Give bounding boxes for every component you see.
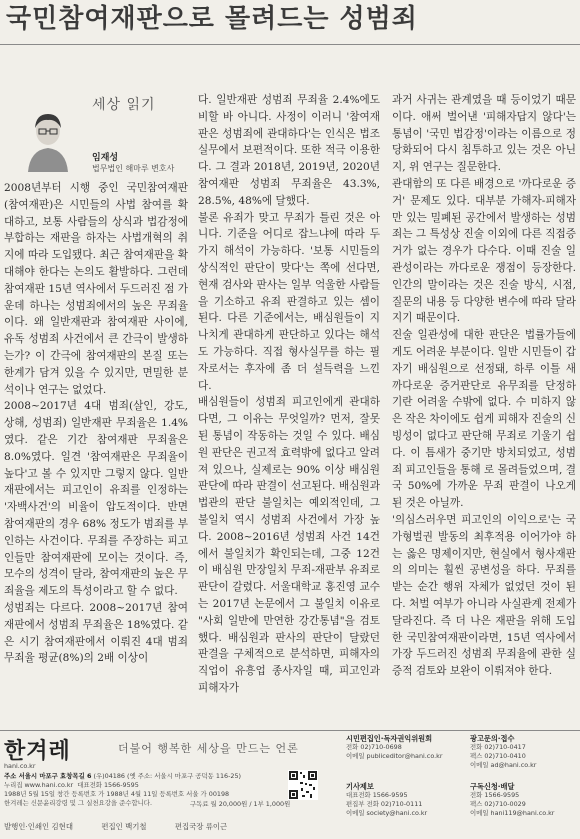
article-paragraph: 진술 일관성에 대한 판단은 법률가들에게도 어려운 부분이다. 일반 시민들이 갑자기 배심원으로 선정돼, 하루 이틀 새 까다로운 증거판단로 유무죄를 단정하기란 어려울 수밖에 없다. 수 미하지 않은 작은 차이에도 쉽게 피해자 진술의 신빙성이 없다고 판단해 무죄로 기울기 쉽다. 이 틈새가 중기만 방치되었고, 성범죄 피고인들을 통해 로 몰려들었으며, 결국 50%에 가까운 무죄 판결이 나오게 된 것은 아닐까. — [392, 329, 576, 510]
info-line: 대표전화 1566-9595 — [346, 791, 408, 799]
article-paragraph: 불론 유죄가 맞고 무죄가 틀린 것은 아니다. 기준을 어디로 잡느냐에 따라 두가지 해석이 가능하다. '보통 시민들의 상식적인 판단이 맞다'는 쪽에 선다면, 현재 검사와 판사는 일부 억울한 사람들을 기소하고 유죄 판결하고 있는 셈이 된다. 다른 기준에서는, 배심원들이 지나치게 관대하게 판단하고 있다는 해석도 가능하다. 직접 형사실무를 하는 필자로서는 후자에 좀 더 설득력을 느낀다. — [198, 211, 380, 392]
author-portrait — [22, 104, 74, 172]
article-paragraph: 2008년부터 시행 중인 국민참여재판(참여재판)은 시민들의 사법 참여를 확대하고, 보통 사람들의 상식과 법감정에 부합하는 재판을 하자는 사법개혁의 취지에 따라 도입됐다. 최근 참여재판을 확대해야 한다는 논의도 활발하다. 그런데 참여재판 15년 역사에서 두드러진 점 가운데 하나는 성범죄에서의 높은 무죄율이다. 왜 일반재판과 참여재판 사이에, 유독 성범죄 사건에서 큰 간극이 발생하는가? 이 간극에 참여재판의 본질 또는 한계가 담겨 있을 수 있지만, 면밀한 분석이나 연구는 없었다. — [4, 182, 188, 396]
logo-url: hani.co.kr — [4, 762, 36, 770]
author-title: 법무법인 해마루 변호사 — [92, 164, 175, 173]
article-column-3 — [392, 92, 576, 680]
slogan: 더불어 행복한 세상을 만드는 언론 — [118, 742, 299, 755]
registration-info: 1988년 5월 15일 창간 등록번호 가 1988년 4월 11일 등록번호 서울 가 00198 — [4, 790, 230, 798]
info-line: 이메일 publiceditor@hani.co.kr — [346, 752, 443, 760]
info-line: 이메일 ad@hani.co.kr — [470, 761, 537, 769]
article-paragraph: 2008~2017년 4대 범죄(살인, 강도, 상해, 성범죄) 일반재판 무죄율은 1.4%였다. 같은 기간 참여재판 무죄율은 8.0%였다. 일견 '참여재판은 무죄율이 높다'고 볼 수 있지만 그렇지 않다. 일반재판에서는 피고인이 유죄를 인정하는 '자백사건'의 비율이 압도적이다. 반면 참여재판의 경우 68% 정도가 범죄를 부인하는 사건이다. 무죄를 주장하는 피고인들만 참여재판에 모이는 것이다. 즉, 모수의 성격이 달라, 참여재판의 높은 무죄율을 제도의 특성이라고 할 수 없다. — [4, 400, 188, 598]
address-detail: (우)04186 (옛 주소: 서울시 마포구 공덕동 116-25) — [93, 772, 242, 780]
article-column-1 — [4, 180, 188, 667]
info-line: 이메일 hani119@hani.co.kr — [470, 809, 555, 817]
info-line: 전화 02)710-0698 — [346, 743, 402, 751]
managing-editor: 편집국장 류이근 — [174, 822, 228, 831]
info-line: 이메일 society@hani.co.kr — [346, 809, 428, 817]
info-line: 팩스 02)710-0029 — [470, 800, 526, 808]
newspaper-logo: 한겨레 — [4, 739, 71, 764]
subscription-price: 구독료 월 20,000원 / 1부 1,000원 — [190, 800, 291, 808]
author-name: 임재성 — [92, 153, 119, 163]
article-paragraph: 과거 사귀는 관계였을 때 등이었기 때문이다. 애써 벌어낸 '피해자답지 않다'는 통념이 '국민 법감정'이라는 이름으로 정당화되어 다시 침투하고 있는 것은 아닌지, 위 연구는 질문한다. — [392, 94, 576, 174]
info-block-title: 시민편집인·독자권익위원회 — [346, 734, 433, 743]
info-block-title: 구독신청·배달 — [470, 782, 515, 791]
editor: 편집인 백기철 — [101, 822, 147, 831]
staff-credits — [4, 822, 334, 831]
article-paragraph: 배심원들이 성범죄 피고인에게 관대하다면, 그 이유는 무엇일까? 먼저, 잘못된 통념이 작동하는 것일 수 있다. 배심원 판단은 권고적 효력밖에 없다고 알려져 있으나, 실제로는 90% 이상 배심원 판단에 따라 판결이 선고된다. 배심원과 법관의 판단 불일치는 예외적인데, 그 불일치 역시 성범죄 사건에서 가장 높다. 2008~2016년 성범죄 사건 14건에서 불일치가 확인되는데, 그중 12건이 배심원 만장일치 무죄-재판부 유죄로 판단이 갈렸다. 서울대학교 홍진영 교수는 2017년 논문에서 그 불일치 이유로 "사회 일반에 만연한 강간통념"을 검토했다. 배심원과 판사의 판단이 달랐던 판결을 구체적으로 분석하면, 피해자의 직업이 유흥업 종사자일 때, 피고인과 피해자가 — [198, 396, 380, 694]
publisher: 발행인·인쇄인 김현대 — [4, 822, 73, 831]
ethics-note: 한겨레는 신문윤리강령 및 그 실천요강을 준수합니다. — [4, 799, 153, 807]
article-paragraph: 다. 일반재판 성범죄 무죄율 2.4%에도 비할 바 아니다. 사정이 이러니 '참여재판은 성범죄에 관대하다'는 인식은 법조 실무에서 보편적이다. 또한 적극 이용한다. 그 결과 2018년, 2019년, 2020년 참여재판 성범죄 무죄율은 43.3%, 28.5%, 48%에 달했다. — [198, 94, 380, 207]
article-paragraph: 관대함의 또 다른 배경으로 '까다로운 증거' 문제도 있다. 대부분 가해자-피해자만 있는 밀폐된 공간에서 발생하는 성범죄는 그 특성상 진술 이외에 다른 직접증거가 없는 경우가 다수다. 이때 진술 일관성이라는 까다로운 쟁점이 등장한다. 인간의 말이라는 것은 진술 방식, 시점, 질문의 내용 등 다양한 변수에 따라 달라지기 때문이다. — [392, 177, 576, 325]
info-block-title: 기사제보 — [346, 782, 374, 791]
qr-code-icon — [288, 770, 318, 800]
article-paragraph: 성범죄는 다르다. 2008~2017년 참여재판에서 성범죄 무죄율은 18%였다. 같은 시기 참여재판에서 이뤄진 4대 범죄 무죄율 평균(8%)의 2배 이상이 — [4, 601, 188, 665]
info-line: 팩스 02)710-0410 — [470, 752, 526, 760]
main-phone: 대표전화 1566-9595 — [77, 781, 139, 789]
info-block-subscription — [470, 782, 576, 818]
info-block-news-tips — [346, 782, 464, 818]
info-line: 전화 02)710-0417 — [470, 743, 526, 751]
headline-divider — [0, 44, 580, 45]
info-block-reader-rights — [346, 734, 464, 761]
article-column-2 — [198, 92, 380, 697]
footer-divider — [0, 730, 580, 731]
headline: 국민참여재판으로 몰려드는 성범죄 — [6, 4, 418, 34]
info-block-advertising — [470, 734, 576, 770]
address: 주소 서울시 마포구 효창목길 6 — [4, 772, 92, 780]
info-line: 전화 1566-9595 — [470, 791, 520, 799]
info-line: 편집부 전화 02)710-0111 — [346, 800, 423, 808]
article-paragraph: '의심스러우면 피고인의 이익으로'는 국가형벌권 발동의 최후적용 이어가야 하는 옳은 명제이지만, 현실에서 형사재판의 의미는 훨씬 공변성을 하다. 무죄를 받는 순간 행위 자체가 없었던 것이 된다. 처벌 여부가 아니라 사실관계 전제가 달라진다. 즉 더 나은 재판을 위해 도입한 국민참여재판이라면, 15년 역사에서 가장 두드러진 성범죄 무죄율에 관한 실증적 검토와 보완이 이뤄져야 한다. — [392, 513, 576, 678]
info-block-title: 광고문의·접수 — [470, 734, 515, 743]
column-name: 세상 읽기 — [92, 97, 156, 113]
website: 누리집 www.hani.co.kr — [4, 781, 74, 789]
